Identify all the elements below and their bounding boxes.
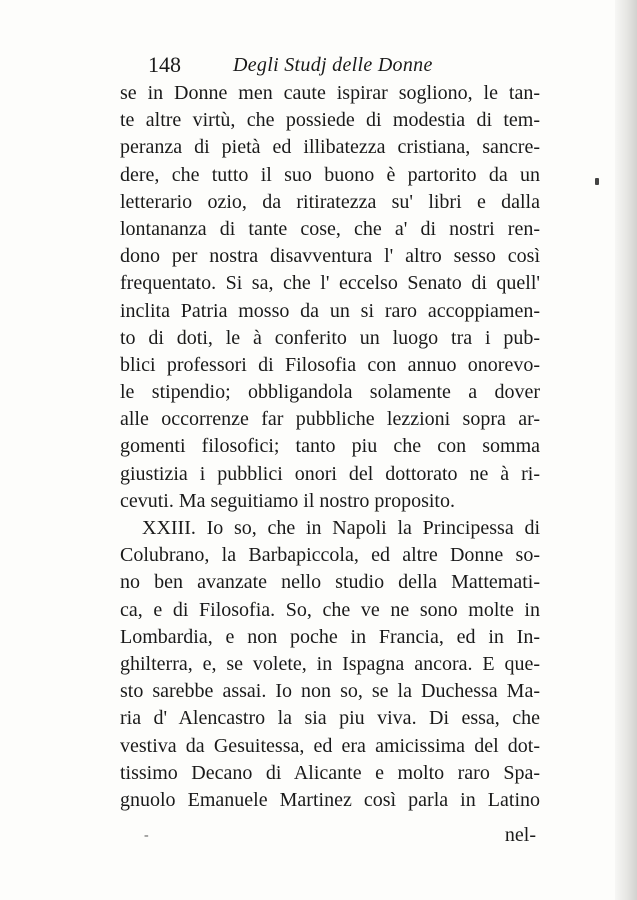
text-line: dere, che tutto il suo buono è partorito da un — [120, 163, 540, 186]
text-line: lontananza di tante cose, che a' di nostri ren- — [120, 217, 540, 240]
text-line: sto sarebbe assai. Io non so, se la Duchessa Ma- — [120, 680, 540, 703]
text-line: se in Donne men caute ispirar sogliono, le tan- — [120, 82, 540, 104]
text-line: gomenti filosofici; tanto piu che con somma — [120, 435, 540, 458]
margin-speck — [595, 178, 599, 185]
page-number: 148 — [148, 52, 181, 77]
text-line: inclita Patria mosso da un si raro accoppiamen- — [120, 299, 540, 322]
running-head: Degli Studj delle Donne — [233, 54, 433, 76]
text-line: cevuti. Ma seguitiamo il nostro proposito. — [120, 489, 455, 512]
text-line: tissimo Decano di Alicante e molto raro Spa- — [120, 761, 540, 784]
text-line: Colubrano, la Barbapiccola, ed altre Donne so- — [120, 544, 540, 567]
text-line: te altre virtù, che possiede di modestia di tem- — [120, 109, 540, 132]
catchword: nel- — [504, 824, 536, 846]
text-line: gnuolo Emanuele Martinez così parla in Latino — [120, 788, 540, 811]
binding-gutter — [615, 0, 637, 900]
text-line: ghilterra, e, se volete, in Ispagna ancora. E que- — [120, 652, 540, 675]
text-line: to di doti, le à conferito un luogo tra i pub- — [120, 326, 540, 349]
text-line: blici professori di Filosofia con annuo onorevo- — [120, 353, 540, 376]
text-line: ca, e di Filosofia. So, che ve ne sono molte in — [120, 598, 540, 621]
text-line: letterario ozio, da ritiratezza su' libri e dalla — [120, 190, 540, 213]
text-line: Lombardia, e non poche in Francia, ed in In- — [120, 625, 540, 648]
text-line: giustizia i pubblici onori del dottorato ne à ri- — [120, 462, 540, 485]
text-line: le stipendio; obbligandola solamente a dover — [120, 381, 540, 404]
text-line: vestiva da Gesuitessa, ed era amicissima del dot- — [120, 734, 540, 757]
page-header — [120, 46, 540, 80]
text-line: no ben avanzate nello studio della Mattemati- — [120, 571, 540, 594]
text-line: frequentato. Si sa, che l' eccelso Senato di quell' — [120, 272, 540, 295]
ink-speck: - — [144, 828, 149, 843]
text-line: alle occorrenze far pubbliche lezzioni sopra ar- — [120, 408, 540, 431]
text-line: ria d' Alencastro la sia piu viva. Di essa, che — [120, 707, 540, 730]
section-start-line: XXIII. Io so, che in Napoli la Principessa di — [142, 517, 540, 539]
body-text — [120, 80, 540, 814]
text-line: peranza di pietà ed illibatezza cristiana, sancre- — [120, 136, 540, 159]
text-line: dono per nostra disavventura l' altro sesso così — [120, 245, 540, 268]
page-footer — [120, 820, 540, 850]
